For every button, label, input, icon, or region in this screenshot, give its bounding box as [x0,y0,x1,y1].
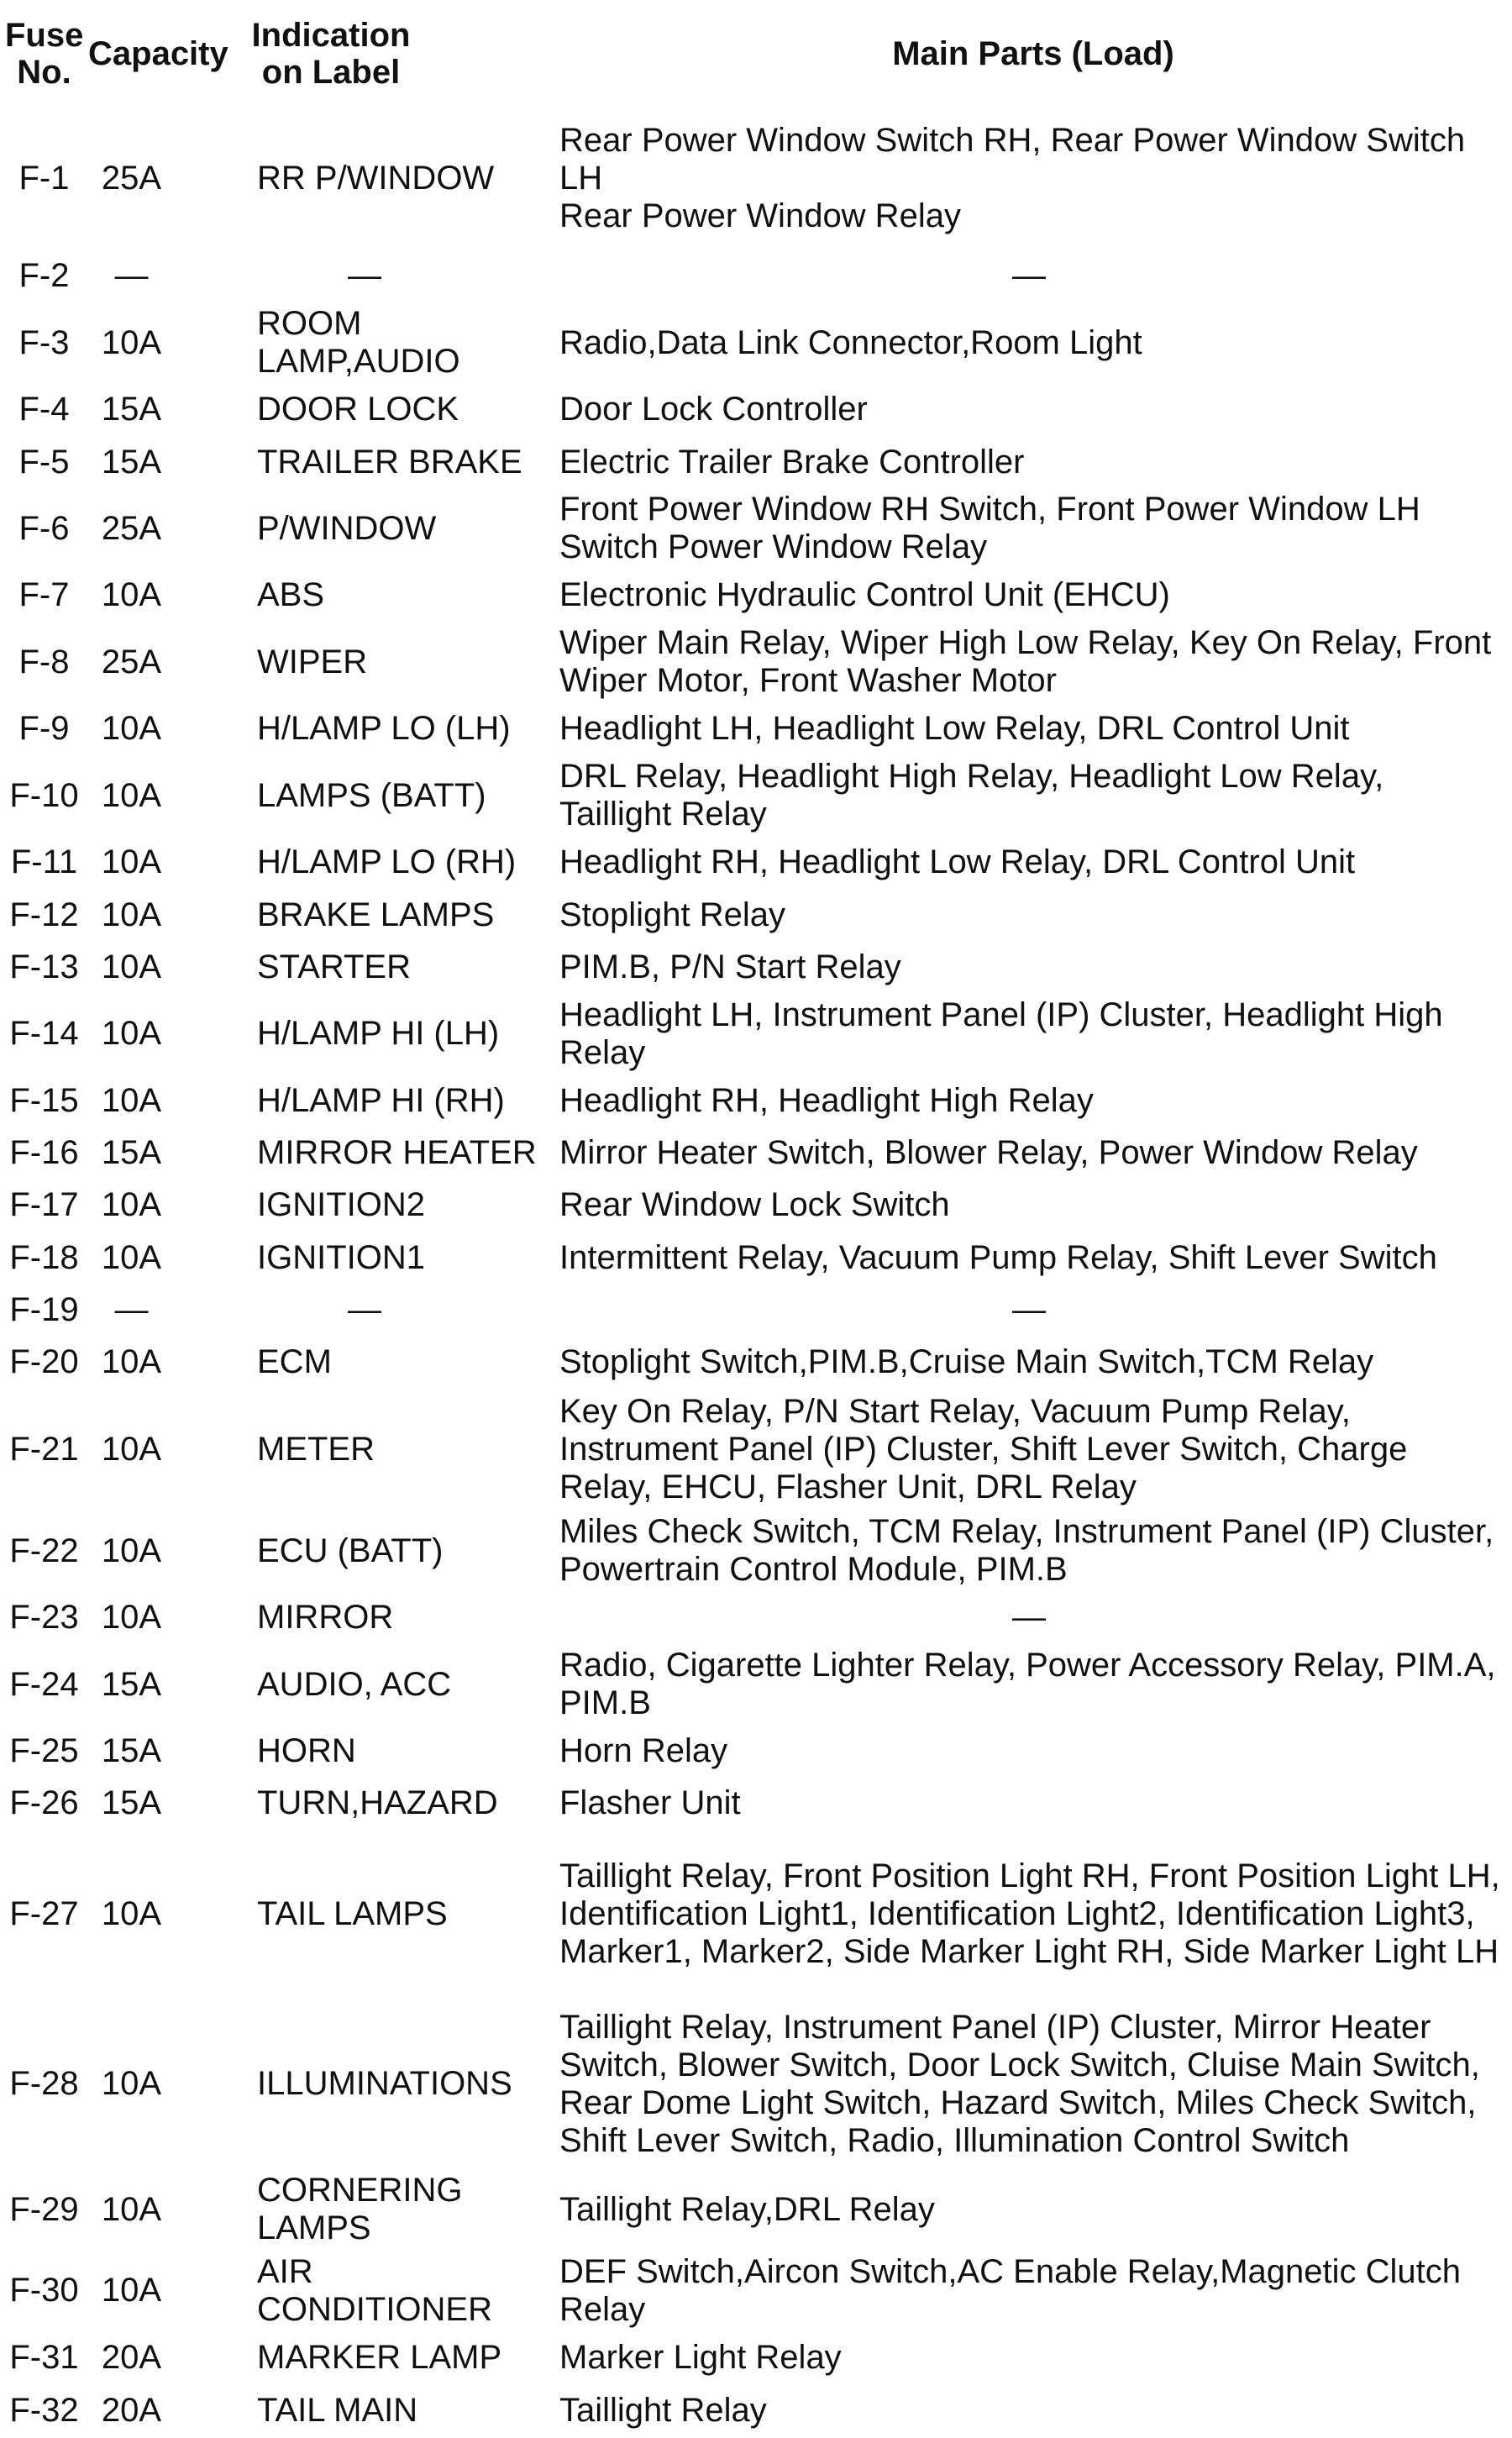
label-indication-cell: ROOM LAMP,AUDIO [257,305,460,381]
fuse-number-cell: F-14 [9,1015,79,1053]
capacity-cell: 25A [101,643,162,680]
label-indication-cell: ILLUMINATIONS [257,2065,512,2103]
main-parts-cell: DRL Relay, Headlight High Relay, Headlight Low Relay, Taillight Relay [559,758,1384,833]
main-parts-cell: — [1012,1290,1046,1328]
fuse-number-cell: F-18 [9,1238,79,1276]
main-parts-cell: DEF Switch,Aircon Switch,AC Enable Relay,Magnetic Clutch Relay [559,2252,1462,2328]
fuse-number-cell: F-15 [9,1081,79,1119]
main-parts-cell: Radio, Cigarette Lighter Relay, Power Accessory Relay, PIM.A, PIM.B [559,1647,1496,1722]
fuse-number-cell: F-25 [9,1731,79,1769]
capacity-cell: 10A [101,2065,162,2103]
label-indication-cell: H/LAMP LO (LH) [257,710,511,748]
capacity-cell: 15A [101,1134,162,1172]
label-indication-cell: LAMPS (BATT) [257,776,486,814]
table-row [0,1778,1512,1830]
capacity-cell: 15A [101,1731,162,1769]
label-indication-cell: BRAKE LAMPS [257,896,495,933]
label-indication-cell: TURN,HAZARD [257,1784,498,1822]
main-parts-cell: — [1012,1599,1046,1637]
main-parts-cell: Taillight Relay, Instrument Panel (IP) Cluster, Mirror Heater Switch, Blower Switch, Door Lock Switch, Cluise Main Switch, Rear Dome Light Switch, Hazard Switch, Miles Check Switch, Shift Lever Switch, Radio, Illumination Control Switch [559,2008,1480,2159]
fuse-number-cell: F-27 [9,1895,79,1933]
fuse-number-cell: F-13 [9,948,79,985]
label-indication-cell: H/LAMP LO (RH) [257,843,517,881]
label-indication-cell: TRAILER BRAKE [257,443,522,481]
label-indication-cell: MIRROR HEATER [257,1134,537,1172]
table-row [0,703,1512,755]
capacity-cell: 15A [101,1665,162,1703]
table-row [0,488,1512,570]
fuse-number-cell: F-26 [9,1784,79,1822]
capacity-cell: 10A [101,1343,162,1381]
capacity-cell: 10A [101,1430,162,1468]
fuse-number-cell: F-2 [18,257,70,295]
table-row [0,622,1512,703]
header-row [0,0,1512,108]
table-row [0,2383,1512,2438]
capacity-cell: 15A [101,391,162,428]
table-row [0,384,1512,436]
capacity-cell: 10A [101,1599,162,1637]
label-indication-cell: H/LAMP HI (LH) [257,1015,500,1053]
table-row [0,1999,1512,2169]
main-parts-cell: Headlight LH, Instrument Panel (IP) Cluster, Headlight High Relay [559,996,1443,1071]
main-parts-cell: Key On Relay, P/N Start Relay, Vacuum Pump Relay, Instrument Panel (IP) Cluster, Shift Lever Switch, Charge Relay, EHCU, Flasher Unit, DRL Relay [559,1392,1408,1505]
header-main-parts: Main Parts (Load) [892,35,1174,72]
label-indication-cell: IGNITION2 [257,1186,426,1224]
fuse-number-cell: F-28 [9,2065,79,2103]
capacity-cell: 10A [101,896,162,933]
label-indication-cell: TAIL MAIN [257,2392,418,2430]
label-indication-cell: MARKER LAMP [257,2338,502,2376]
table-row [0,2169,1512,2251]
table-row [0,1591,1512,1643]
table-row [0,1127,1512,1179]
fuse-number-cell: F-7 [18,576,70,614]
main-parts-cell: Rear Power Window Switch RH, Rear Power Window Switch LH Rear Power Window Relay [559,122,1466,235]
table-row [0,1232,1512,1284]
main-parts-cell: Headlight RH, Headlight High Relay [559,1081,1094,1119]
main-parts-cell: Flasher Unit [559,1784,741,1822]
main-parts-cell: Electric Trailer Brake Controller [559,443,1025,481]
label-indication-cell: — [348,257,381,295]
main-parts-cell: — [1012,257,1046,295]
fuse-number-cell: F-4 [18,391,70,428]
table-row [0,889,1512,941]
label-indication-cell: ABS [257,576,325,614]
main-parts-cell: Wiper Main Relay, Wiper High Low Relay, Key On Relay, Front Wiper Motor, Front Washer Motor [559,624,1492,700]
fuse-number-cell: F-10 [9,776,79,814]
main-parts-cell: Stoplight Relay [559,896,786,933]
capacity-cell: — [114,257,149,295]
fuse-number-cell: F-31 [9,2338,79,2376]
fuse-number-cell: F-17 [9,1186,79,1224]
main-parts-cell: Taillight Relay, Front Position Light RH, Front Position Light LH, Identification Light1, Identification Light2, Identification Light3, Marker1, Marker2, Side Marker Light RH, Side Marker Light LH [559,1857,1500,1971]
table-row [0,1075,1512,1127]
capacity-cell: 25A [101,509,162,547]
header-indication: Indication on Label [251,17,411,91]
table-row [0,755,1512,837]
table-row [0,108,1512,250]
table-row [0,2331,1512,2383]
label-indication-cell: STARTER [257,948,411,985]
capacity-cell: 10A [101,323,162,361]
label-indication-cell: P/WINDOW [257,509,437,547]
capacity-cell: 10A [101,2272,162,2309]
table-row [0,1180,1512,1232]
table-row [0,1830,1512,1999]
table-row [0,837,1512,889]
label-indication-cell: RR P/WINDOW [257,160,495,197]
header-fuse-no: Fuse No. [5,17,84,91]
fuse-number-cell: F-5 [18,443,70,481]
capacity-cell: 10A [101,1532,162,1569]
capacity-cell: 10A [101,1186,162,1224]
label-indication-cell: ECU (BATT) [257,1532,444,1569]
capacity-cell: 15A [101,1784,162,1822]
fuse-number-cell: F-3 [18,323,70,361]
fuse-number-cell: F-16 [9,1134,79,1172]
table-row [0,570,1512,622]
main-parts-cell: Miles Check Switch, TCM Relay, Instrument Panel (IP) Cluster, Powertrain Control Module, PIM.B [559,1513,1494,1589]
main-parts-cell: Taillight Relay [559,2392,767,2430]
label-indication-cell: AIR CONDITIONER [257,2252,492,2328]
table-row [0,1337,1512,1389]
fuse-number-cell: F-22 [9,1532,79,1569]
capacity-cell: 10A [101,1081,162,1119]
fuse-table-body [0,108,1512,2438]
capacity-cell: 10A [101,1895,162,1933]
fuse-number-cell: F-12 [9,896,79,933]
fuse-number-cell: F-19 [9,1290,79,1328]
fuse-number-cell: F-20 [9,1343,79,1381]
fuse-number-cell: F-1 [18,160,70,197]
label-indication-cell: METER [257,1430,375,1468]
table-row [0,1284,1512,1336]
main-parts-cell: Electronic Hydraulic Control Unit (EHCU) [559,576,1170,614]
capacity-cell: 10A [101,843,162,881]
capacity-cell: 20A [101,2338,162,2376]
fuse-number-cell: F-8 [18,643,70,680]
fuse-number-cell: F-32 [9,2392,79,2430]
capacity-cell: 10A [101,2190,162,2228]
capacity-cell: 20A [101,2392,162,2430]
main-parts-cell: Taillight Relay,DRL Relay [559,2190,935,2228]
main-parts-cell: Horn Relay [559,1731,728,1769]
table-row [0,993,1512,1075]
header-capacity: Capacity [88,35,228,72]
table-row [0,941,1512,993]
capacity-cell: 10A [101,948,162,985]
main-parts-cell: PIM.B, P/N Start Relay [559,948,901,985]
table-row [0,2250,1512,2331]
fuse-number-cell: F-30 [9,2272,79,2309]
main-parts-cell: Stoplight Switch,PIM.B,Cruise Main Switch,TCM Relay [559,1343,1374,1381]
capacity-cell: 10A [101,576,162,614]
main-parts-cell: Intermittent Relay, Vacuum Pump Relay, Shift Lever Switch [559,1238,1437,1276]
capacity-cell: 15A [101,443,162,481]
main-parts-cell: Rear Window Lock Switch [559,1186,950,1224]
table-row [0,1644,1512,1726]
main-parts-cell: Radio,Data Link Connector,Room Light [559,323,1142,361]
label-indication-cell: DOOR LOCK [257,391,459,428]
table-row [0,1389,1512,1511]
main-parts-cell: Mirror Heater Switch, Blower Relay, Power Window Relay [559,1134,1418,1172]
label-indication-cell: ECM [257,1343,332,1381]
fuse-number-cell: F-24 [9,1665,79,1703]
capacity-cell: — [114,1290,149,1328]
capacity-cell: 10A [101,710,162,748]
capacity-cell: 25A [101,160,162,197]
label-indication-cell: WIPER [257,643,368,680]
table-row [0,302,1512,384]
capacity-cell: 10A [101,1238,162,1276]
fuse-number-cell: F-6 [18,509,70,547]
main-parts-cell: Door Lock Controller [559,391,868,428]
label-indication-cell: MIRROR [257,1599,394,1637]
label-indication-cell: HORN [257,1731,356,1769]
fuse-number-cell: F-23 [9,1599,79,1637]
main-parts-cell: Marker Light Relay [559,2338,842,2376]
capacity-cell: 10A [101,776,162,814]
table-row [0,1511,1512,1592]
table-row [0,436,1512,488]
fuse-number-cell: F-9 [18,710,70,748]
label-indication-cell: H/LAMP HI (RH) [257,1081,505,1119]
main-parts-cell: Headlight RH, Headlight Low Relay, DRL Control Unit [559,843,1356,881]
label-indication-cell: IGNITION1 [257,1238,426,1276]
main-parts-cell: Headlight LH, Headlight Low Relay, DRL Control Unit [559,710,1350,748]
label-indication-cell: — [348,1290,381,1328]
fuse-number-cell: F-11 [10,843,78,881]
main-parts-cell: Front Power Window RH Switch, Front Power Window LH Switch Power Window Relay [559,491,1420,566]
table-row [0,250,1512,302]
label-indication-cell: CORNERING LAMPS [257,2172,463,2246]
fuse-number-cell: F-21 [9,1430,79,1468]
label-indication-cell: AUDIO, ACC [257,1665,452,1703]
table-row [0,1725,1512,1777]
capacity-cell: 10A [101,1015,162,1053]
label-indication-cell: TAIL LAMPS [257,1895,448,1933]
fuse-number-cell: F-29 [9,2190,79,2228]
